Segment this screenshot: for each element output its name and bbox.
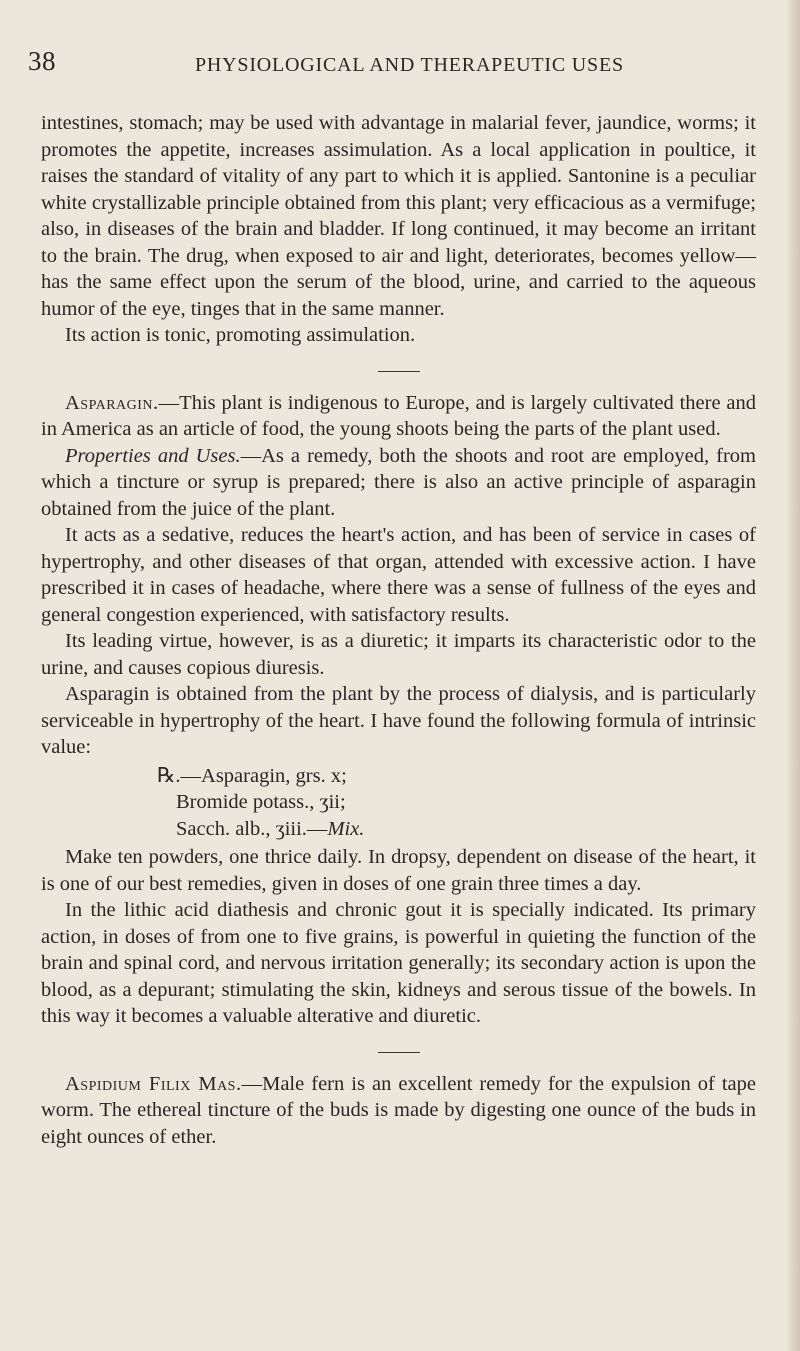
rx-symbol: ℞. [157,764,181,787]
paragraph-aspidium [41,1071,756,1151]
section-divider-2 [378,1052,420,1053]
aspidium-text: —Male fern is an excellent remedy for the expulsion of tape worm. The ethereal tincture of the buds is made by digesting one ounce of the buds in eight ounces of ether. [41,1072,756,1148]
running-title: PHYSIOLOGICAL AND THERAPEUTIC USES [195,54,624,76]
paragraph-santonine: intestines, stomach; may be used with advantage in malarial fever, jaundice, worms; it promotes the appetite, increases assimulation. As a local application in poultice, it raises the standard of vitality of any part to which it is applied. Santonine is a peculiar white crystallizable principle obtained from this plant; very efficacious as a vermifuge; also, in diseases of the brain and bladder. If long continued, it may become an irritant to the brain. The drug, when exposed to air and light, deteriorates, becomes yellow—has the same effect upon the serum of the blood, urine, and carried to the aqueous humor of the eye, tinges that in the same manner. [41,112,756,320]
section-title-asparagin: Asparagin. [65,391,159,414]
subheading-properties-uses: Properties and Uses. [65,444,241,467]
page-number: 38 [28,46,56,76]
paragraph-asparagin-intro [41,390,756,443]
page-edge-shadow [786,0,800,1351]
formula-sacch: Sacch. alb., ʒiii.— [176,817,328,840]
prescription-formula [41,763,756,843]
section-divider [378,371,420,372]
asparagin-intro-text: —This plant is indigenous to Europe, and is largely cultivated there and in America as an article of food, the young shoots being the parts of the plant used. [41,391,756,440]
paragraph-powders: Make ten powders, one thrice daily. In dropsy, dependent on disease of the heart, it is one of our best remedies, given in doses of one grain three times a day. [41,846,756,895]
paragraph-tonic-action: Its action is tonic, promoting assimulation. [65,324,416,346]
paragraph-lithic-acid: In the lithic acid diathesis and chronic gout it is specially indicated. Its primary action, in doses of from one to five grains, is powerful in quieting the function of the brain and spinal cord, and nervous irritation generally; its secondary action is upon the blood, as a depurant; stimulating the skin, kidneys and serous tissue of the bowels. In this way it becomes a valuable alterative and diuretic. [41,899,756,1027]
paragraph-properties [41,443,756,523]
paragraph-diuretic: Its leading virtue, however, is as a diuretic; it imparts its characteristic odor to the urine, and causes copious diuresis. [41,630,756,679]
formula-line-2: Bromide potass., ʒii; [176,791,346,813]
formula-line-3 [41,816,756,843]
formula-mix: Mix. [327,817,365,840]
formula-line-1 [41,763,756,790]
section-title-aspidium: Aspidium Filix Mas. [65,1072,242,1095]
paragraph-dialysis: Asparagin is obtained from the plant by the process of dialysis, and is particularly serviceable in hypertrophy of the heart. I have found the following formula of intrinsic value: [41,683,756,758]
formula-asparagin: —Asparagin, grs. x; [180,764,347,787]
properties-text: —As a remedy, both the shoots and root are employed, from which a tincture or syrup is prepared; there is also an active principle of asparagin obtained from the juice of the plant. [41,444,756,520]
body-text [41,110,756,1150]
paragraph-sedative: It acts as a sedative, reduces the heart's action, and has been of service in cases of hypertrophy, and other diseases of that organ, attended with excessive action. I have prescribed it in cases of headache, where there was a sense of fullness of the eyes and general congestion experienced, with satisfactory results. [41,524,756,626]
